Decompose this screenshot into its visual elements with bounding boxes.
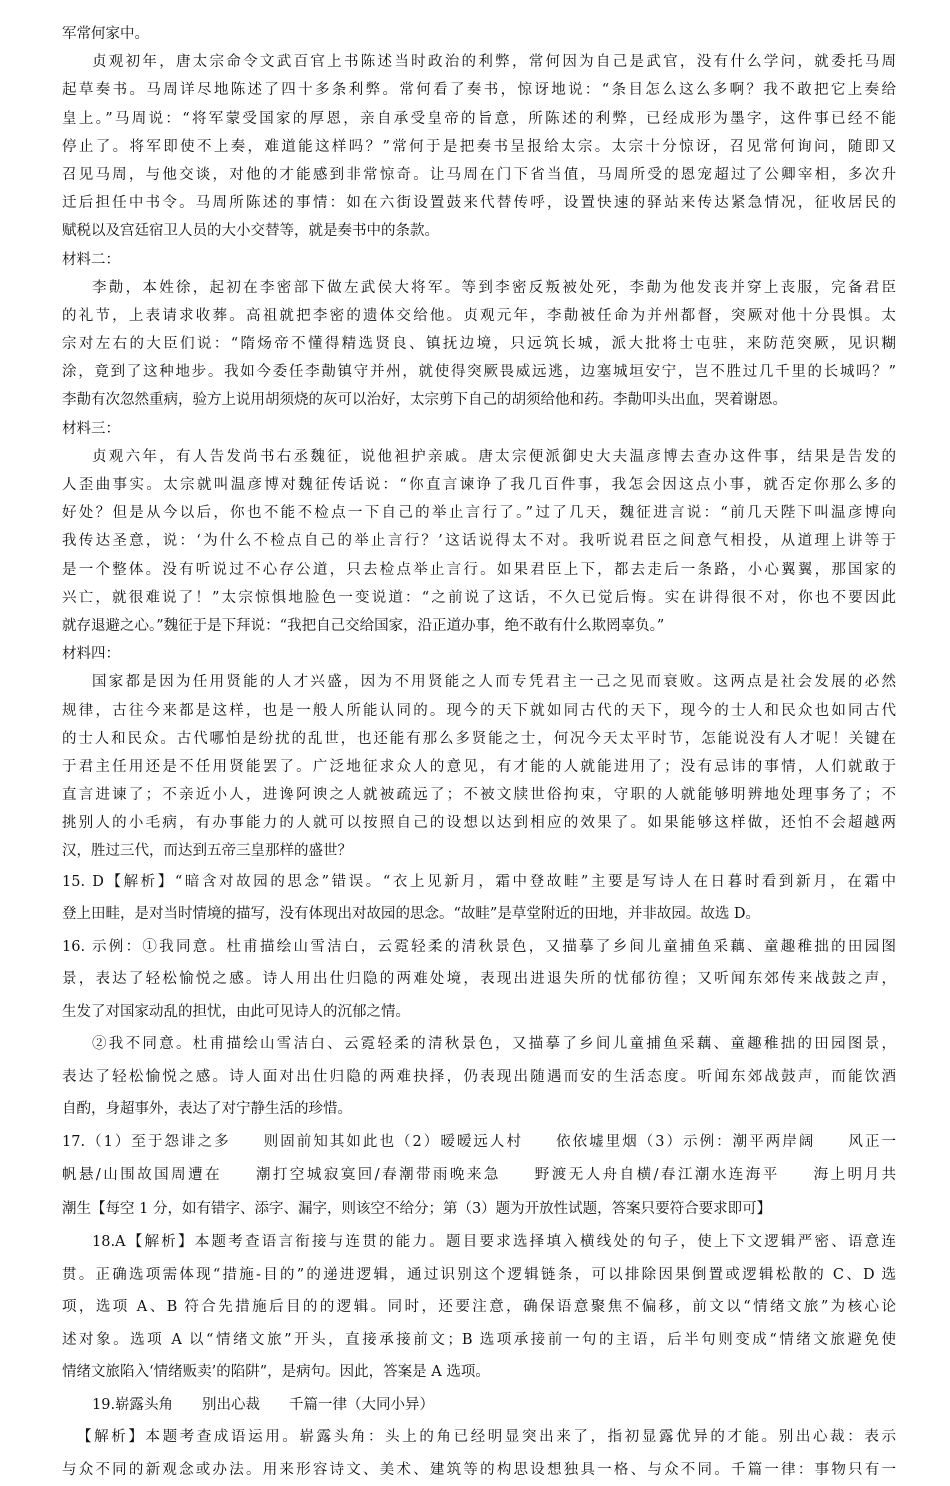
question-16-answer [62,931,896,1126]
answer-document [62,20,896,1486]
text-line: 16. 示例：①我同意。杜甫描绘山雪洁白，云霓轻柔的清秋景色，又描摹了乡间儿童捕鱼采藕、童趣稚拙的田园图 [62,938,896,955]
text-line: 15. D【解析】“暗含对故园的思念”错误。“衣上见新月，霜中登故畦”主要是写诗人在日暮时看到新月，在霜中 [62,873,896,890]
text-line: 17.（1）至于怨诽之多 则固前知其如此也（2）暧暧远人村 依依墟里烟（3）示例：潮平两岸阔 风正一 [62,1133,896,1150]
text-line: 直言进谏了；不亲近小人，进谗阿谀之人就被疏远了；不被文牍世俗拘束，守职的人就能够明辨地处理事务了；不 [62,787,896,804]
text-line: 于君主任用还是不任用贤能罢了。广泛地征求众人的意见，有才能的人就能进用了；没有忌讳的事情，人们就敢于 [62,758,896,775]
text-line: 情绪文旅陷入‘情绪贩卖’的陷阱”，是病句。因此，答案是 A 选项。 [62,1364,490,1381]
text-line: 国家都是因为任用贤能的人才兴盛，因为不用贤能之人而专凭君主一己之见而衰败。这两点是社会发展的必然 [92,674,896,691]
question-18-answer [62,1226,896,1389]
text-line: 李勣有次忽然重病，验方上说用胡须烧的灰可以治好，太宗剪下自己的胡须给他和药。李勣叩头出血，哭着谢恩。 [62,392,787,409]
section-heading: 材料三： [62,420,120,437]
text-line: 就存退避之心。”魏征于是下拜说：“我把自己交给国家，沿正道办事，绝不敢有什么欺罔辜负。” [62,617,665,634]
text-line: 我传达圣意，说：‘为什么不检点自己的举止言行？’这话说得太不对。我听说君臣之间意气相投，从道理上讲等于 [62,533,896,550]
text-line: 贞观初年，唐太宗命令文武百官上书陈述当时政治的利弊，常何因为自己是武官，没有什么学问，就委托马周 [92,54,896,71]
material-three [62,415,896,641]
text-line: 景，表达了轻松愉悦之感。诗人用出仕归隐的两难处境，表现出进退失所的忧郁彷徨；又听闻东郊传来战鼓之声， [62,971,896,988]
text-line: 贞观六年，有人告发尚书右丞魏征，说他袒护亲戚。唐太宗便派御史大夫温彦博去查办这件事，结果是告发的 [92,448,896,465]
text-line: 19.崭露头角 别出心裁 千篇一律（大同小异） [92,1396,435,1413]
question-15-answer [62,866,896,931]
text-line: 李勣，本姓徐，起初在李密部下做左武侯大将军。等到李密反叛被处死，李勣为他发丧并穿上丧服，完备君臣 [92,279,896,296]
text-line: 好处？但是从今以后，你也不能不检点一下自己的举止言行了。”过了几天，魏征进言说：“前几天陛下叫温彦博向 [62,505,896,522]
text-line: 军常何家中。 [62,26,149,42]
text-line: 起草奏书。马周详尽地陈述了四十多条利弊。常何看了奏书，惊讶地说：“条目怎么这么多啊？我不敢把它上奏给 [62,82,896,99]
text-line: 宗对左右的大臣们说：“隋炀帝不懂得精选贤良、镇抚边境，只远筑长城，派大批将士屯驻，来防范突厥，见识糊 [62,336,896,353]
text-line: 贯。正确选项需体现“措施-目的”的递进逻辑，通过识别这个逻辑链条，可以排除因果倒置或逻辑松散的 C、D 选 [62,1266,896,1283]
text-line: 项，选项 A、B 符合先措施后目的的逻辑。同时，还要注意，确保语意聚焦不偏移，前文以“情绪文旅”为核心论 [62,1299,896,1316]
text-line: 赋税以及宫廷宿卫人员的大小交替等，就是奏书中的条款。 [62,223,439,240]
text-line: 【解析】本题考查成语运用。崭露头角：头上的角已经明显突出来了，指初显露优异的才能。别出心裁：表示 [77,1429,896,1446]
text-line: 的士人和民众。古代哪怕是纷扰的乱世，也还能有那么多贤能之士，何况今天太平时节，怎能说没有人才呢！关键在 [62,730,896,747]
section-heading: 材料四： [62,646,120,663]
material-two [62,246,896,415]
text-line: 帆悬/山围故国周遭在 潮打空城寂寞回/春潮带雨晚来急 野渡无人舟自横/春江潮水连海平 海上明月共 [62,1167,896,1184]
text-line: 表达了轻松愉悦之感。诗人面对出仕归隐的两难抉择，仍表现出随遇而安的生活态度。听闻东郊战鼓声，而能饮酒 [62,1068,896,1085]
question-19-answer [62,1389,896,1486]
text-line: 汉，胜过三代，而达到五帝三皇那样的盛世？ [62,843,352,860]
material-four [62,640,896,866]
section-heading: 材料二： [62,251,120,268]
text-line: 停止了。将军即使不上奏，难道能这样吗？”常何于是把奏书呈报给太宗。太宗十分惊讶，召见常何询问，随即又 [62,138,896,155]
text-line: 挑别人的小毛病，有办事能力的人就可以按照自己的设想以达到相应的效果了。如果能够这样做，还怕不会超越两 [62,815,896,832]
text-line: 潮生【每空 1 分，如有错字、添字、漏字，则该空不给分；第（3）题为开放性试题，答案只要符合要求即可】 [62,1200,772,1217]
text-line: 皇上。”马周说：“将军蒙受国家的厚恩，亲自承受皇帝的旨意，所陈述的利弊，已经成形为墨字，这件事已经不能 [62,110,896,127]
text-line: 迁后担任中书令。马周所陈述的事情：如在六街设置鼓来代替传呼，设置快速的驿站来传达紧急情况，征收居民的 [62,195,896,212]
text-line: 是一个整体。没有听说过不心存公道，只去检点举止言行。如果君臣上下，都去走后一条路，小心翼翼，那国家的 [62,561,896,578]
text-line: 与众不同的新观念或办法。用来形容诗文、美术、建筑等的构思设想独具一格、与众不同。千篇一律：事物只有一 [62,1461,896,1478]
text-line: 兴亡，就很难说了！”太宗惊惧地脸色一变说道：“之前说了这话，不久已觉后悔。实在讲得很不对，你也不要因此 [62,589,896,606]
text-line: 自酌，身超事外，表达了对宁静生活的珍惜。 [62,1101,352,1118]
text-line: 的礼节，上表请求收葬。高祖就把李密的遗体交给他。贞观元年，李勣被任命为并州都督，突厥对他十分畏惧。太 [62,307,896,324]
text-line: 涂，竟到了这种地步。我如今委任李勣镇守并州，就使得突厥畏威远逃，边塞城垣安宁，岂不胜过几千里的长城吗？” [62,364,896,381]
question-17-answer [62,1126,896,1227]
text-line: ②我不同意。杜甫描绘山雪洁白、云霓轻柔的清秋景色，又描摹了乡间儿童捕鱼采藕、童趣稚拙的田园图景， [92,1036,896,1053]
text-line: 召见马周，与他交谈，对他的才能感到非常惊奇。让马周在门下省当值，马周所受的恩宠超过了公卿宰相，多次升 [62,166,896,183]
text-line: 登上田畦，是对当时情境的描写，没有体现出对故园的思念。“故畦”是草堂附近的田地，并非故园。故选 D。 [62,906,761,923]
text-line: 述对象。选项 A 以“情绪文旅”开头，直接承接前文；B 选项承接前一句的主语，后半句则变成“情绪文旅避免使 [62,1331,896,1348]
text-line: 规律，古往今来都是这样，也是一般人所能认同的。现今的天下就如同古代的天下，现今的士人和民众也如同古代 [62,702,896,719]
text-line: 人歪曲事实。太宗就叫温彦博对魏征传话说：“你直言谏诤了我几百件事，我怎会因这点小事，就否定你那么多的 [62,477,896,493]
text-line: 18.A【解析】本题考查语言衔接与连贯的能力。题目要求选择填入横线处的句子，使上下文逻辑严密、语意连 [92,1234,896,1251]
material-one-tail [62,20,896,246]
text-line: 生发了对国家动乱的担忧，由此可见诗人的沉郁之情。 [62,1003,410,1020]
